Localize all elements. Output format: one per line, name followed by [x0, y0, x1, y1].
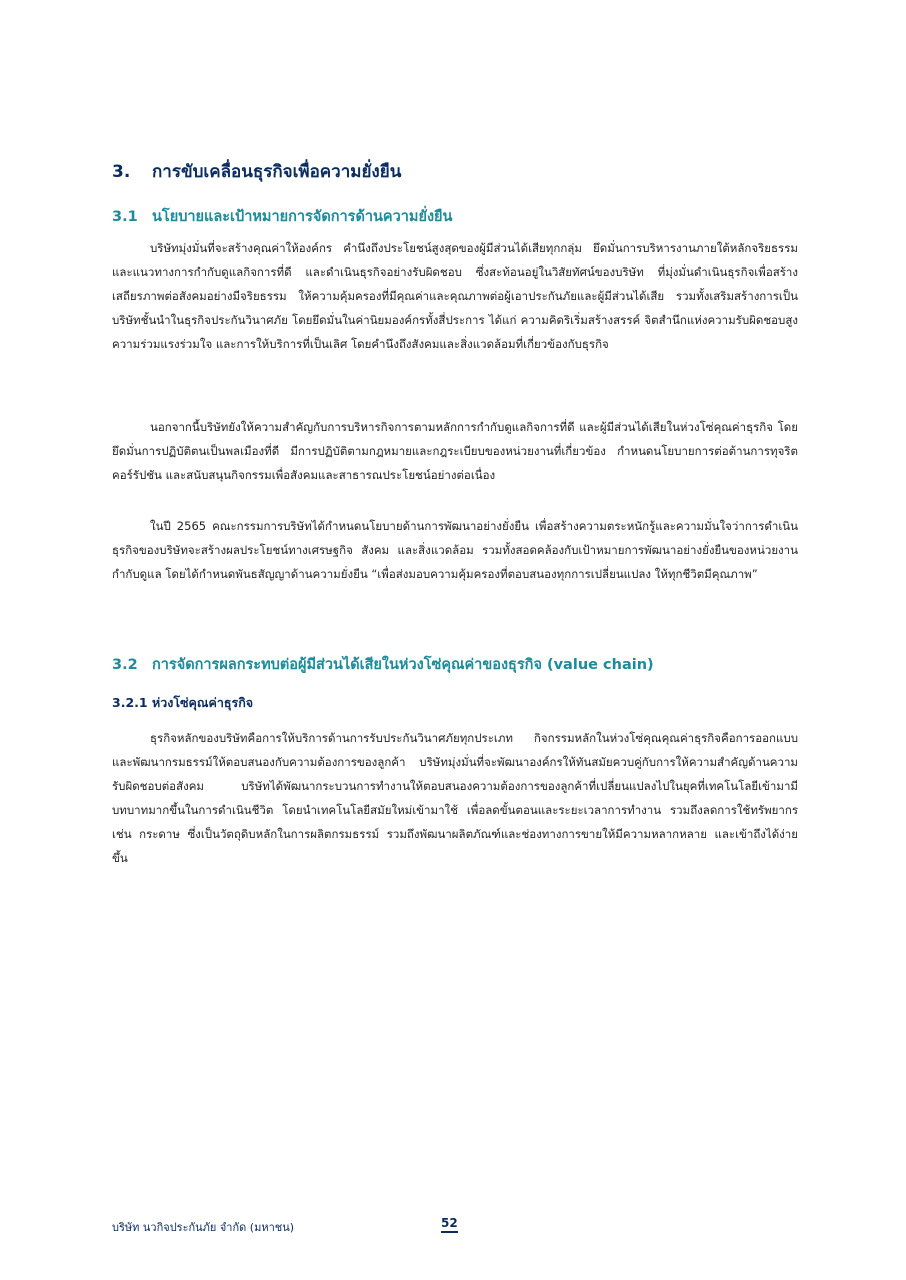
section-title: การจัดการผลกระทบต่อผู้มีส่วนได้เสียในห่วงโซ่คุณค่าของธุรกิจ (value chain): [152, 657, 654, 673]
section-number: 3.1: [112, 209, 138, 225]
section-number: 3.2.1: [112, 695, 148, 710]
section-3-2-1-heading: [112, 693, 798, 713]
section-title: นโยบายและเป้าหมายการจัดการด้านความยั่งยืน: [152, 209, 453, 225]
section-title: ห่วงโซ่คุณค่าธุรกิจ: [152, 695, 254, 710]
paragraph: ธุรกิจหลักของบริษัทคือการให้บริการด้านการรับประกันวินาศภัยทุกประเภท กิจกรรมหลักในห่วงโซ่คุณคุณค่าธุรกิจคือการออกแบบและพัฒนากรมธรรม์ให้ตอบสนองกับความต้องการของลูกค้า บริษัทมุ่งมั่นที่จะพัฒนาองค์กรให้ทันสมัยควบคู่กับการให้ความสำคัญด้านความรับผิดชอบต่อสังคม บริษัทได้พัฒนากระบวนการทำงานให้ตอบสนองความต้องการของลูกค้าที่เปลี่ยนแปลงไปในยุคที่เทคโนโลยีเข้ามามีบทบาทมากขึ้นในการดำเนินชีวิต โดยนำเทคโนโลยีสมัยใหม่เข้ามาใช้ เพื่อลดขั้นตอนและระยะเวลาการทำงาน รวมถึงลดการใช้ทรัพยากร เช่น กระดาษ ซึ่งเป็นวัตถุดิบหลักในการผลิตกรมธรรม์ รวมถึงพัฒนาผลิตภัณฑ์และช่องทางการขายให้มีความหลากหลาย และเข้าถึงได้ง่ายขึ้น: [112, 731, 798, 865]
section-3-heading: [112, 158, 798, 185]
section-3-2-heading: [112, 653, 798, 676]
page-number: 52: [441, 1216, 458, 1233]
section-number: 3.: [112, 162, 131, 182]
section-title: การขับเคลื่อนธุรกิจเพื่อความยั่งยืน: [152, 162, 402, 182]
paragraph: ในปี 2565 คณะกรรมการบริษัทได้กำหนดนโยบายด้านการพัฒนาอย่างยั่งยืน เพื่อสร้างความตระหนักรู้และความมั่นใจว่าการดำเนินธุรกิจของบริษัทจะสร้างผลประโยชน์ทางเศรษฐกิจ สังคม และสิ่งแวดล้อม รวมทั้งสอดคล้องกับเป้าหมายการพัฒนาอย่างยั่งยืนของหน่วยงานกำกับดูแล โดยได้กำหนดพันธสัญญาด้านความยั่งยืน “เพื่อส่งมอบความคุ้มครองที่ตอบสนองทุกการเปลี่ยนแปลง ให้ทุกชีวิตมีคุณภาพ”: [112, 519, 798, 581]
footer-company-name: บริษัท นวกิจประกันภัย จำกัด (มหาชน): [112, 1221, 295, 1234]
section-3-1-heading: [112, 205, 798, 228]
paragraph: นอกจากนี้บริษัทยังให้ความสำคัญกับการบริหารกิจการตามหลักการกำกับดูแลกิจการที่ดี และผู้มีส่วนได้เสียในห่วงโซ่คุณค่าธุรกิจ โดยยึดมั่นการปฏิบัติตนเป็นพลเมืองที่ดี มีการปฏิบัติตามกฎหมายและกฎระเบียบของหน่วยงานที่เกี่ยวข้อง กำหนดนโยบายการต่อต้านการทุจริตคอร์รัปชัน และสนับสนุนกิจกรรมเพื่อสังคมและสาธารณประโยชน์อย่างต่อเนื่อง: [112, 420, 798, 482]
section-number: 3.2: [112, 657, 138, 673]
paragraph: บริษัทมุ่งมั่นที่จะสร้างคุณค่าให้องค์กร คำนึงถึงประโยชน์สูงสุดของผู้มีส่วนได้เสียทุกกลุ่ม ยึดมั่นการบริหารงานภายใต้หลักจริยธรรมและแนวทางการกำกับดูแลกิจการที่ดี และดำเนินธุรกิจอย่างรับผิดชอบ ซึ่งสะท้อนอยู่ในวิสัยทัศน์ของบริษัท ที่มุ่งมั่นดำเนินธุรกิจเพื่อสร้างเสถียรภาพต่อสังคมอย่างมีจริยธรรม ให้ความคุ้มครองที่มีคุณค่าและคุณภาพต่อผู้เอาประกันภัยและผู้มีส่วนได้เสีย รวมทั้งเสริมสร้างการเป็นบริษัทชั้นนำในธุรกิจประกันวินาศภัย โดยยึดมั่นในค่านิยมองค์กรทั้งสี่ประการ ได้แก่ ความคิดริเริ่มสร้างสรรค์ จิตสำนึกแห่งความรับผิดชอบสูง ความร่วมแรงร่วมใจ และการให้บริการที่เป็นเลิศ โดยคำนึงถึงสังคมและสิ่งแวดล้อมที่เกี่ยวข้องกับธุรกิจ: [112, 241, 798, 351]
